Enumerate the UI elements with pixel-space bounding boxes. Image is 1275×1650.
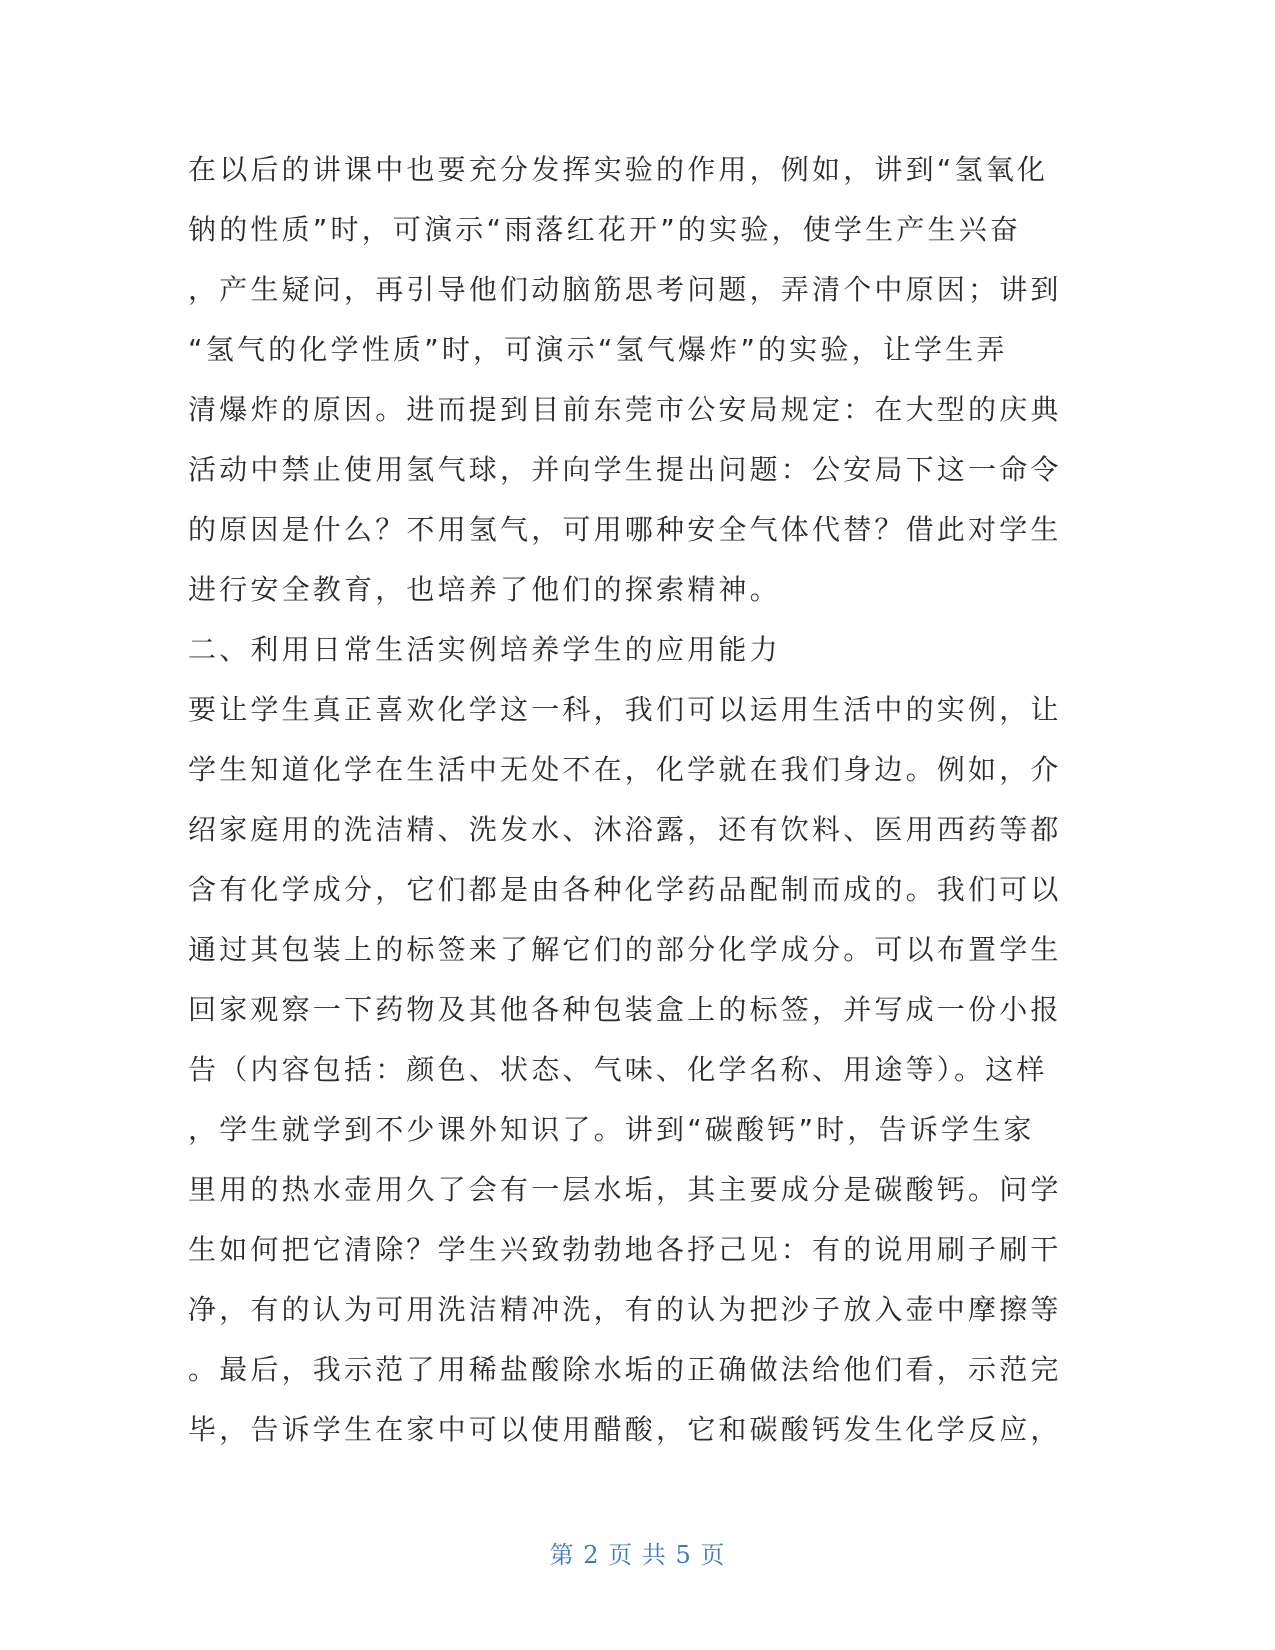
text-line: 活动中禁止使用氢气球，并向学生提出问题：公安局下这一命令 (188, 453, 1062, 486)
text-line: 毕，告诉学生在家中可以使用醋酸，它和碳酸钙发生化学反应， (188, 1413, 1062, 1446)
text-line: 绍家庭用的洗洁精、洗发水、沐浴露，还有饮料、医用西药等都 (188, 813, 1062, 846)
text-line: 生如何把它清除？学生兴致勃勃地各抒己见：有的说用刷子刷干 (188, 1233, 1062, 1266)
text-line: 在以后的讲课中也要充分发挥实验的作用，例如，讲到“氢氧化 (188, 153, 1049, 186)
text-line: ，学生就学到不少课外知识了。讲到“碳酸钙”时，告诉学生家 (188, 1113, 1035, 1146)
text-line: 净，有的认为可用洗洁精冲洗，有的认为把沙子放入壶中摩擦等 (188, 1293, 1062, 1326)
text-line: 的原因是什么？不用氢气，可用哪种安全气体代替？借此对学生 (188, 513, 1062, 546)
text-line: 学生知道化学在生活中无处不在，化学就在我们身边。例如，介 (188, 753, 1062, 786)
page-number-footer: 第 2 页 共 5 页 (549, 1541, 726, 1569)
section-heading: 二、利用日常生活实例培养学生的应用能力 (188, 633, 781, 666)
text-line: 通过其包装上的标签来了解它们的部分化学成分。可以布置学生 (188, 933, 1062, 966)
text-line: 。最后，我示范了用稀盐酸除水垢的正确做法给他们看，示范完 (188, 1353, 1062, 1386)
body-text (188, 140, 1088, 1460)
text-line: 清爆炸的原因。进而提到目前东莞市公安局规定：在大型的庆典 (188, 393, 1062, 426)
text-line: 要让学生真正喜欢化学这一科，我们可以运用生活中的实例，让 (188, 693, 1062, 726)
text-line: 钠的性质”时，可演示“雨落红花开”的实验，使学生产生兴奋 (188, 213, 1022, 246)
text-line: ，产生疑问，再引导他们动脑筋思考问题，弄清个中原因；讲到 (188, 273, 1062, 306)
text-line: “氢气的化学性质”时，可演示“氢气爆炸”的实验，让学生弄 (188, 333, 1008, 366)
text-line: 告（内容包括：颜色、状态、气味、化学名称、用途等）。这样 (188, 1053, 1048, 1086)
text-line: 含有化学成分，它们都是由各种化学药品配制而成的。我们可以 (188, 873, 1062, 906)
text-line: 里用的热水壶用久了会有一层水垢，其主要成分是碳酸钙。问学 (188, 1173, 1062, 1206)
text-line: 进行安全教育，也培养了他们的探索精神。 (188, 573, 781, 606)
text-line: 回家观察一下药物及其他各种包装盒上的标签，并写成一份小报 (188, 993, 1062, 1026)
